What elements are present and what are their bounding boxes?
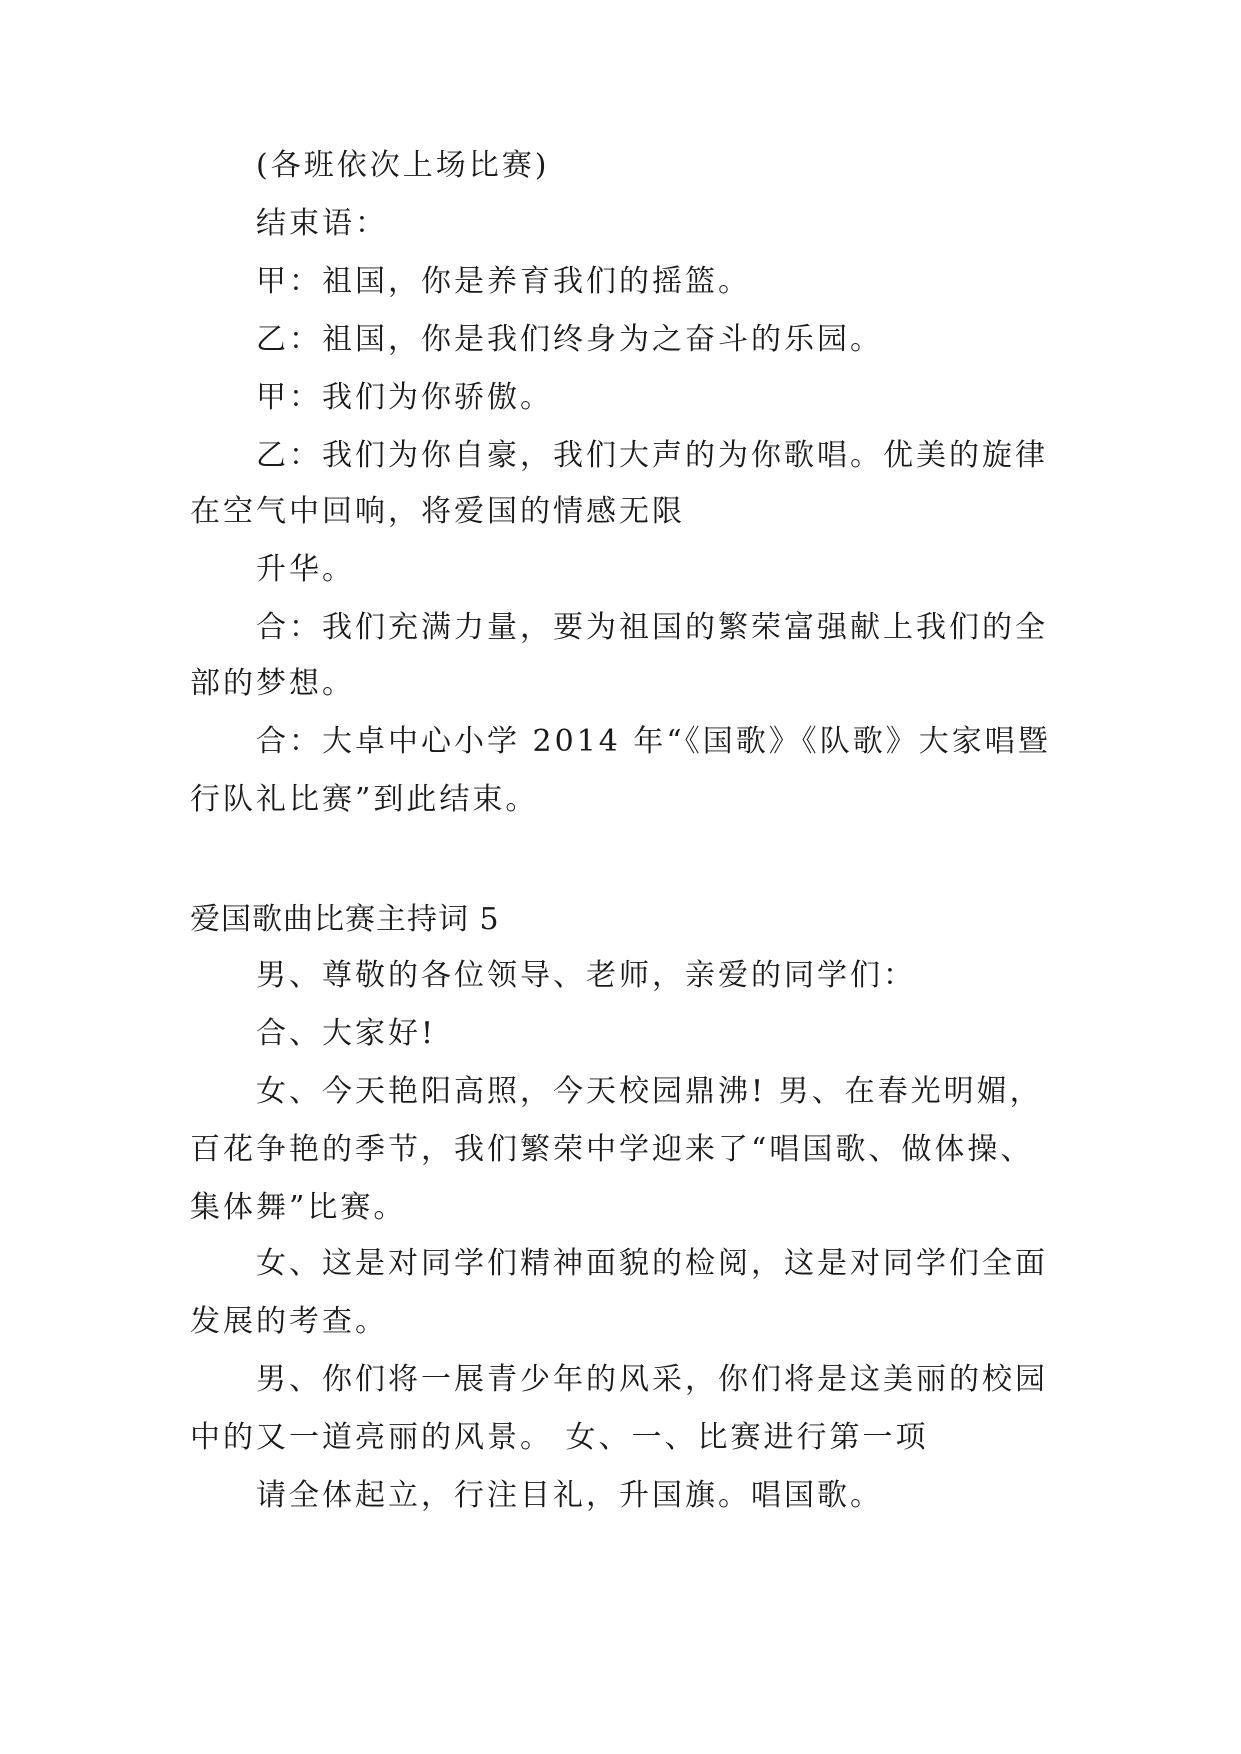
paragraph-line: 行队礼比赛”到此结束。 [190, 782, 539, 817]
paragraph-line: 合：我们充满力量，要为祖国的繁荣富强献上我们的全 [256, 610, 1048, 645]
paragraph-line: 合：大卓中心小学 2014 年“《国歌》《队歌》大家唱暨 [256, 724, 1051, 759]
paragraph-line: 百花争艳的季节，我们繁荣中学迎来了“唱国歌、做体操、 [190, 1132, 1034, 1167]
paragraph-line: 男、你们将一展青少年的风采，你们将是这美丽的校园 [256, 1362, 1048, 1397]
section-heading: 爱国歌曲比赛主持词 5 [190, 902, 500, 937]
paragraph-line: 女、今天艳阳高照，今天校园鼎沸! 男、在春光明媚， [256, 1074, 1043, 1109]
stage-direction: (各班依次上场比赛) [256, 148, 550, 183]
paragraph-line: 合、大家好! [256, 1016, 437, 1051]
paragraph-line: 请全体起立，行注目礼，升国旗。唱国歌。 [256, 1478, 883, 1513]
paragraph-line: 在空气中回响，将爱国的情感无限 [190, 494, 685, 529]
paragraph-line: 甲：我们为你骄傲。 [256, 380, 553, 415]
paragraph-line: 甲：祖国，你是养育我们的摇篮。 [256, 264, 751, 299]
paragraph-line: 部的梦想。 [190, 666, 355, 701]
paragraph-line: 升华。 [256, 552, 355, 587]
paragraph-line: 集体舞”比赛。 [190, 1190, 407, 1225]
paragraph-line: 乙：祖国，你是我们终身为之奋斗的乐园。 [256, 322, 883, 357]
paragraph-line: 乙：我们为你自豪，我们大声的为你歌唱。优美的旋律 [256, 438, 1048, 473]
paragraph-line: 男、尊敬的各位领导、老师，亲爱的同学们： [256, 958, 916, 993]
paragraph-line: 女、这是对同学们精神面貌的检阅，这是对同学们全面 [256, 1246, 1048, 1281]
paragraph-line: 发展的考查。 [190, 1304, 388, 1339]
paragraph-line: 中的又一道亮丽的风景。 女、一、比赛进行第一项 [190, 1420, 929, 1455]
closing-label: 结束语： [256, 206, 388, 241]
